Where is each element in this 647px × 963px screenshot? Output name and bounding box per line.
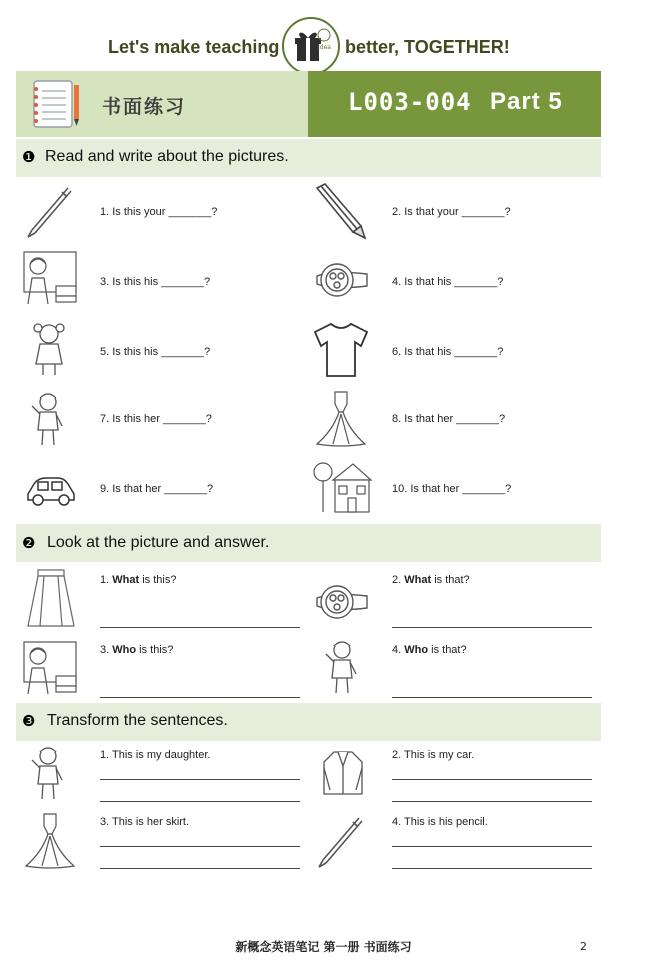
transform-line-2a[interactable] — [392, 779, 592, 780]
answer-q-4: 4. Who is that? — [392, 644, 467, 656]
question-word: What — [112, 574, 140, 586]
car-icon — [24, 462, 78, 520]
logo — [282, 17, 340, 75]
question-word: Who — [404, 644, 429, 656]
slogan-right: better, TOGETHER! — [345, 37, 510, 57]
watch-icon — [313, 574, 367, 632]
pen-icon — [22, 182, 76, 240]
transform-line-1b[interactable] — [100, 801, 300, 802]
transform-line-2b[interactable] — [392, 801, 592, 802]
watch-icon — [313, 252, 367, 310]
teacher-icon — [22, 640, 76, 698]
question-4: 4. Is that his _______? — [392, 276, 504, 288]
dress-icon — [313, 390, 367, 448]
lesson-code: L003-004 — [348, 88, 472, 116]
transform-3: 3. This is her skirt. — [100, 816, 190, 828]
answer-line-4[interactable] — [392, 697, 592, 698]
footer-title: 新概念英语笔记 第一册 书面练习 — [235, 940, 412, 954]
question-5: 5. Is this his _______? — [100, 346, 211, 358]
slogan-left: Let's make teaching — [108, 37, 280, 57]
answer-line-1[interactable] — [100, 627, 300, 628]
pencil-icon — [313, 182, 367, 240]
question-10: 10. Is that her _______? — [392, 483, 512, 495]
section-1-number: ❶ — [22, 148, 36, 166]
section-1-title: Read and write about the pictures. — [45, 148, 289, 165]
skirt-icon — [24, 568, 78, 626]
gift-logo-icon — [284, 19, 338, 73]
section-3-title: Transform the sentences. — [47, 712, 228, 729]
boy-icon — [24, 744, 78, 802]
question-word: What — [404, 574, 432, 586]
page-number: 2 — [580, 940, 587, 953]
section-2-number: ❷ — [22, 534, 36, 552]
transform-1: 1. This is my daughter. — [100, 749, 211, 761]
girl-icon — [24, 320, 78, 378]
teacher-icon — [22, 250, 76, 308]
house-icon — [313, 458, 367, 516]
coat-icon — [318, 748, 372, 806]
answer-q-2: 2. What is that? — [392, 574, 470, 586]
section-3-number: ❸ — [22, 712, 36, 730]
dress-icon — [22, 812, 76, 870]
question-9: 9. Is that her _______? — [100, 483, 214, 495]
transform-line-3b[interactable] — [100, 868, 300, 869]
tshirt-icon — [313, 320, 367, 378]
question-7: 7. Is this her _______? — [100, 413, 212, 425]
question-2: 2. Is that your _______? — [392, 206, 511, 218]
transform-line-1a[interactable] — [100, 779, 300, 780]
answer-q-3: 3. Who is this? — [100, 644, 174, 656]
transform-line-4a[interactable] — [392, 846, 592, 847]
transform-line-4b[interactable] — [392, 868, 592, 869]
question-6: 6. Is that his _______? — [392, 346, 504, 358]
answer-q-1: 1. What is this? — [100, 574, 177, 586]
section-2-title: Look at the picture and answer. — [47, 534, 270, 551]
part-label: Part 5 — [490, 88, 563, 115]
pen-icon — [313, 812, 367, 870]
answer-line-3[interactable] — [100, 697, 300, 698]
question-8: 8. Is that her _______? — [392, 413, 506, 425]
question-1: 1. Is this your _______? — [100, 206, 218, 218]
notebook-icon — [32, 79, 84, 133]
boy-icon — [24, 390, 78, 448]
section-cn-title: 书面练习 — [102, 96, 187, 118]
transform-2: 2. This is my car. — [392, 749, 475, 761]
question-3: 3. Is this his _______? — [100, 276, 211, 288]
logo-text: Idea — [318, 44, 331, 51]
question-word: Who — [112, 644, 137, 656]
transform-line-3a[interactable] — [100, 846, 300, 847]
answer-line-2[interactable] — [392, 627, 592, 628]
transform-4: 4. This is his pencil. — [392, 816, 488, 828]
boy-icon — [318, 638, 372, 696]
